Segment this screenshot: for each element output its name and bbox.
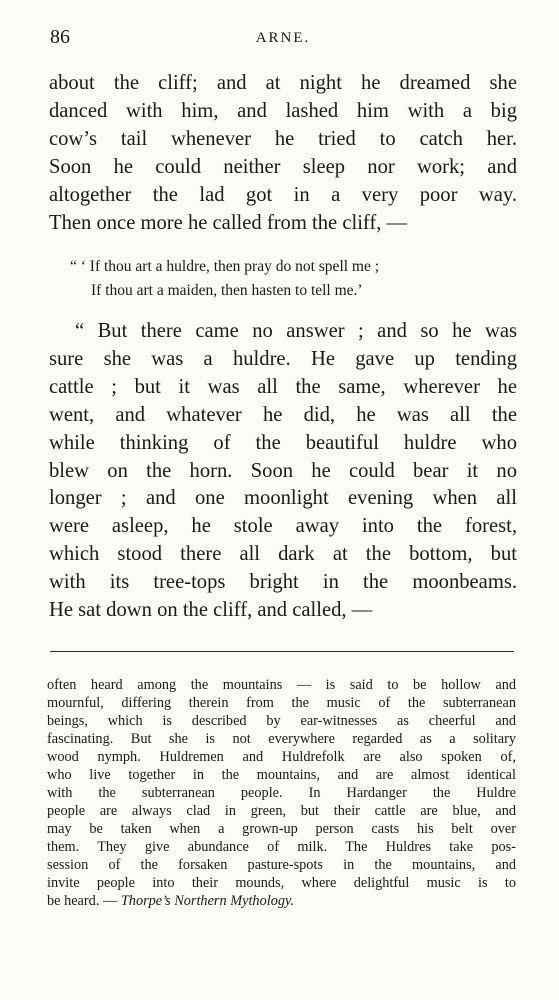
footnote-line: who live together in the mountains, and are almost identical	[47, 767, 516, 783]
verse-quote	[70, 255, 510, 302]
footnote-line: beings, which is described by ear-witnesses as cheerful and	[47, 713, 516, 729]
text-line: about the cliff; and at night he dreamed she	[49, 72, 517, 94]
verse-line: If thou art a maiden, then hasten to tell me.’	[91, 281, 363, 299]
text-line: were asleep, he stole away into the forest,	[49, 515, 517, 538]
page-number: 86	[50, 26, 70, 48]
text-line: went, and whatever he did, he was all the	[49, 403, 517, 426]
text-line: while thinking of the beautiful huldre who	[49, 431, 517, 454]
footnote-line: mournful, differing therein from the music of the subterranean	[47, 695, 516, 711]
footnote-line: them. They give abundance of milk. The Huldres take pos-	[47, 839, 516, 855]
footnote-line: session of the forsaken pasture-spots in the mountains, and	[47, 857, 516, 873]
footnote-line: may be taken when a grown-up person casts his belt over	[47, 821, 516, 837]
page-header	[50, 26, 516, 52]
paragraph-2	[49, 318, 517, 625]
footnote-divider	[50, 651, 514, 652]
text-line: Then once more he called from the cliff, —	[49, 211, 408, 234]
text-line: altogether the lad got in a very poor way.	[49, 183, 517, 206]
text-line: “ But there came no answer ; and so he was	[75, 320, 517, 342]
footnote-line: often heard among the mountains — is said to be hollow and	[47, 677, 516, 693]
verse-line: “ ‘ If thou art a huldre, then pray do not spell me ;	[70, 258, 380, 275]
footnote-line: wood nymph. Huldremen and Huldrefolk are also spoken of,	[47, 749, 516, 765]
running-head: ARNE.	[255, 30, 311, 46]
footnote-line	[47, 892, 516, 910]
text-line: with its tree-tops bright in the moonbeams.	[49, 571, 517, 594]
text-line: He sat down on the cliff, and called, —	[49, 599, 373, 622]
text-line: Soon he could neither sleep nor work; and	[49, 155, 517, 178]
footnote-line: with the subterranean people. In Hardanger the Huldre	[47, 785, 516, 801]
text-line: which stood there all dark at the bottom, but	[49, 543, 517, 566]
footnote	[47, 676, 516, 910]
text-line: blew on the horn. Soon he could bear it no	[49, 459, 517, 482]
text-line: cattle ; but it was all the same, wherever he	[49, 375, 517, 398]
footnote-line: invite people into their mounds, where delightful music is to	[47, 875, 516, 891]
footnote-final-text: be heard. —	[47, 893, 121, 909]
footnote-source: Thorpe’s Northern Mythology.	[120, 893, 295, 909]
text-line: cow’s tail whenever he tried to catch her.	[49, 127, 517, 150]
footnote-line: fascinating. But she is not everywhere regarded as a solitary	[47, 731, 516, 747]
text-line: danced with him, and lashed him with a big	[49, 99, 517, 122]
footnote-line: people are always clad in green, but their cattle are blue, and	[47, 803, 516, 819]
text-line: longer ; and one moonlight evening when all	[49, 487, 517, 510]
paragraph-1	[49, 70, 517, 237]
text-line: sure she was a huldre. He gave up tending	[49, 347, 517, 370]
